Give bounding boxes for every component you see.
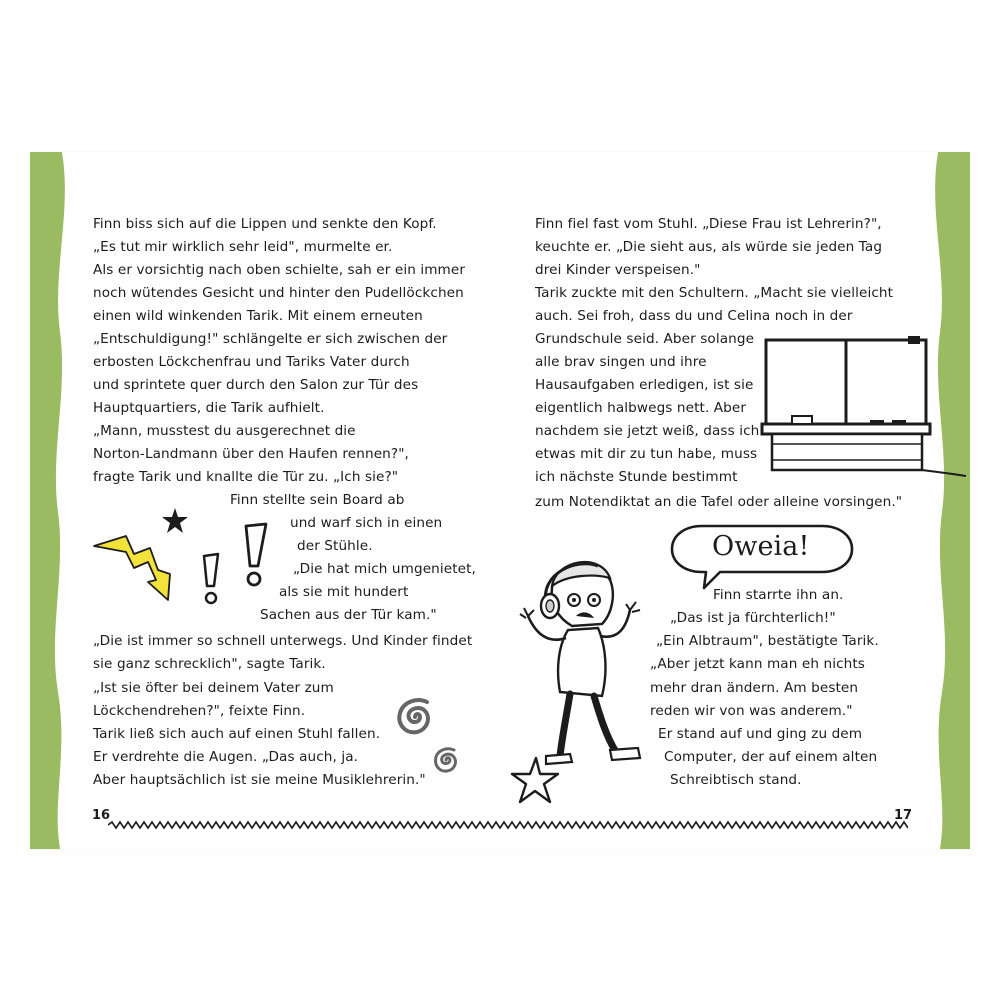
lightning-icon — [92, 534, 176, 606]
text-line: „Aber jetzt kann man eh nichts — [650, 656, 865, 672]
text-line: keuchte er. „Die sieht aus, als würde sie jeden Tag — [535, 239, 883, 255]
text-line: auch. Sei froh, dass du und Celina noch in der — [535, 308, 853, 324]
text-line: reden wir von was anderem." — [650, 703, 853, 719]
text-line: „Es tut mir wirklich sehr leid", murmelte er. — [93, 239, 393, 255]
text-line: Finn starrte ihn an. — [713, 587, 844, 603]
text-line: „Die hat mich umgenietet, — [293, 561, 476, 577]
text-line: und sprintete quer durch den Salon zur Tür des — [93, 377, 419, 393]
text-line: „Entschuldigung!" schlängelte er sich zwischen der — [93, 331, 448, 347]
text-line: Er stand auf und ging zu dem — [658, 726, 863, 742]
text-line: Tarik zuckte mit den Schultern. „Macht sie vielleicht — [535, 285, 894, 301]
tarik-illustration — [516, 552, 652, 772]
page-number: 17 — [894, 808, 913, 823]
text-line: erbosten Löckchenfrau und Tariks Vater durch — [93, 354, 410, 370]
left-green-border — [30, 152, 70, 849]
text-line: Norton-Landmann über den Haufen rennen?", — [93, 446, 409, 462]
exclamation-icon — [240, 522, 272, 590]
text-line: Finn biss sich auf die Lippen und senkte den Kopf. — [93, 216, 437, 232]
text-line: fragte Tarik und knallte die Tür zu. „Ich sie?" — [93, 469, 399, 485]
text-line: etwas mit dir zu tun habe, muss — [535, 446, 758, 462]
text-line: „Die ist immer so schnell unterwegs. Und Kinder findet — [93, 633, 473, 649]
text-line: und warf sich in einen — [290, 515, 443, 531]
text-line: Hausaufgaben erledigen, ist sie — [535, 377, 754, 393]
text-line: als sie mit hundert — [279, 584, 409, 600]
text-line: Computer, der auf einem alten — [664, 749, 878, 765]
text-line: alle brav singen und ihre — [535, 354, 707, 370]
exclamation-icon — [198, 552, 224, 608]
right-green-border — [930, 152, 970, 849]
spiral-icon — [390, 692, 440, 742]
spiral-icon — [428, 742, 464, 778]
book-spread — [30, 152, 970, 849]
text-line: eigentlich halbwegs nett. Aber — [535, 400, 747, 416]
text-line: „Das ist ja fürchterlich!" — [670, 610, 836, 626]
text-line: der Stühle. — [297, 538, 373, 554]
text-line: Finn fiel fast vom Stuhl. „Diese Frau ist Lehrerin?", — [535, 216, 882, 232]
text-line: mehr dran ändern. Am besten — [650, 680, 859, 696]
text-line: „Ist sie öfter bei deinem Vater zum — [93, 680, 334, 696]
text-line: einen wild winkenden Tarik. Mit einem erneuten — [93, 308, 423, 324]
zigzag-divider — [108, 820, 908, 830]
text-line: noch wütendes Gesicht und hinter den Pudellöckchen — [93, 285, 464, 301]
text-line: drei Kinder verspeisen." — [535, 262, 701, 278]
text-line: Hauptquartiers, die Tarik aufhielt. — [93, 400, 325, 416]
text-line: sie ganz schrecklich", sagte Tarik. — [93, 656, 326, 672]
text-line: Schreibtisch stand. — [670, 772, 802, 788]
text-line: Als er vorsichtig nach oben schielte, sah er ein immer — [93, 262, 466, 278]
text-line: nachdem sie jetzt weiß, dass ich — [535, 423, 760, 439]
text-line: Grundschule seid. Aber solange — [535, 331, 755, 347]
text-line: Er verdrehte die Augen. „Das auch, ja. — [93, 749, 359, 765]
chalkboard-illustration — [758, 336, 968, 480]
text-line: Löckchendrehen?", feixte Finn. — [93, 703, 306, 719]
star-icon — [160, 506, 190, 536]
text-line: Finn stellte sein Board ab — [230, 492, 405, 508]
text-line: Aber hauptsächlich ist sie meine Musiklehrerin." — [93, 772, 426, 788]
text-line: Tarik ließ sich auch auf einen Stuhl fallen. — [93, 726, 381, 742]
text-line: Sachen aus der Tür kam." — [260, 607, 437, 623]
page-number: 16 — [92, 808, 111, 823]
text-line: „Ein Albtraum", bestätigte Tarik. — [656, 633, 879, 649]
speech-bubble-text: Oweia! — [712, 531, 810, 562]
text-line: „Mann, musstest du ausgerechnet die — [93, 423, 356, 439]
text-line: zum Notendiktat an die Tafel oder alleine vorsingen." — [535, 494, 903, 510]
text-line: ich nächste Stunde bestimmt — [535, 469, 738, 485]
